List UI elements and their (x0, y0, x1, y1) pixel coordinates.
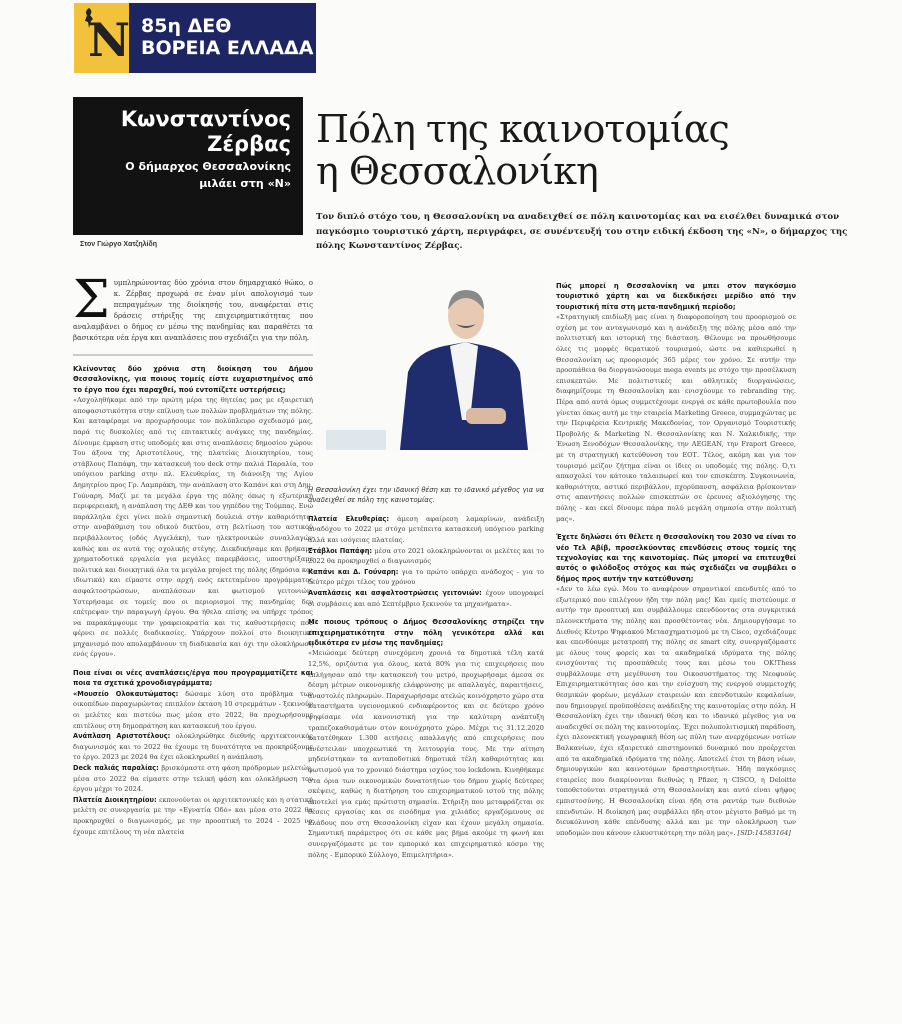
interviewee-box (73, 97, 303, 235)
headline-line2: η Θεσσαλονίκη (316, 149, 598, 193)
section-title-line2: ΒΟΡΕΙΑ ΕΛΛΑΔΑ (141, 37, 314, 59)
mayor-photo (316, 280, 544, 450)
project-item: Καπάνι και Δ. Γούναρη: για το πρώτο υπάρχει ανάδοχος - για το δεύτερο μέχρι τέλος του χρόνου (308, 567, 544, 587)
section-title (129, 3, 316, 73)
column-2 (308, 485, 544, 860)
project-item: Ανάπλαση Αριστοτέλους: ολοκληρώθηκε διεθνής αρχιτεκτονικός διαγωνισμός και το 2022 θα έχουμε τη δυνατότητα να προκηρύξουμε το έργο. 2023 με 2024 θα έχει ολοκληρωθεί η ανάπλαση. (73, 732, 313, 762)
interviewee-role-2: μιλάει στη «Ν» (199, 177, 291, 190)
portrait-illustration (316, 280, 544, 450)
question-1: Κλείνοντας δύο χρόνια στη διοίκηση του Δήμου Θεσσαλονίκης, για ποιους τομείς είστε ευχαριστημένος από το έργο που έχει παραχθεί, πού εντοπίζετε υστερήσεις; (73, 365, 313, 394)
dropcap: Σ (73, 270, 110, 330)
project-item: Στάβλοι Παπάφη: μέσα στο 2021 ολοκληρώνονται οι μελέτες και το 2022 θα προκηρυχθεί ο διαγωνισμός (308, 546, 544, 566)
project-item: «Μουσείο Ολοκαυτώματος: δώσαμε λύση στο πρόβλημα των οικοπέδων παραχωρώντας επιπλέον έκταση 10 στρεμμάτων - ξεκινούν οι μελέτες και πιστεύω πως μέσα στο 2022, θα προχωρήσουμε επιτέλους στη δημοπράτηση και κατασκευή του έργου. (73, 689, 313, 730)
project-item: Πλατεία Διοικητηρίου: εκπονούνται οι αρχιτεκτονικές και η στατική μελέτη σε συνεργασία με την «Εγνατία Οδό» και μέσα στο 2022 θα προκηρυχθεί ο διαγωνισμός, με την προοπτική το 2024 - 2025 να έχουμε επιτέλους τη νέα πλατεία (73, 795, 313, 836)
interviewee-last-name: Ζέρβας (207, 132, 291, 156)
answer-1: «Ασχοληθήκαμε από την πρώτη μέρα της θητείας μας με εξαιρετική αποφασιστικότητα στην επίλυση των πολλών προβλημάτων της πόλης. Και καταφέραμε να προχωρήσουμε τον πολύπλευρο σχεδιασμό μας, παρά τις δυσκολίες από τις επιτακτικές ανάγκες της πανδημίας. Δίνουμε έμφαση στις υποδομές και στις αναπλάσεις δημοσίου χώρου: Του άξονα της Αριστοτέλους, της πλατείας Διοικητηρίου, τους στάβλους Παπάφη, την κατασκευή του deck στην παλιά Παραλία, του υπόγειου parking στην πλ. Ελευθερίας, τη διάνοιξη της Αγίου Δημητρίου προς Γρ. Λαμπράκη, την ανάπλαση στο Καπάνι και στη Δημ. Γούναρη. Μαζί με τα μεγάλα έργα της πόλης όπως η εξωτερική περιφερειακή, η ανάπλαση της ΔΕΘ και του γηπέδου της Τούμπας. Ενώ παράλληλα έχει γίνει πολύ σημαντική δουλειά στην καθαριότητα, στην αναβάθμιση του οδικού δικτύου, στη βελτίωση του αστικού περιβάλλοντος (οδός Αγγελάκη), των ηλεκτρονικών συναλλαγών καθώς και σε αυτά της σχολικής στέγης. Διεκδικήσαμε και βρήκαμε χρηματοδοτικά εργαλεία για μεγάλες παρεμβάσεις, υποστηρίξαμε πολιτικά και διοικητικά όλα τα μεγάλα project της πόλης (δημόσια και ιδιωτικά) και είμαστε στην αρχή ενός εκτεταμένου προγράμματος ασφαλτοστρώσεων, αναπλάσεων και φωτισμού γειτονιών. Υστερήσαμε σε τομείς που οι περιορισμοί της πανδημίας δεν επέτρεψαν την παραγωγή έργου. Θα ήθελα επίσης να υπήρχε τρόπος να παρακάμψουμε την γραφειοκρατία και τις καθυστερήσεις που φέρνει σε πολλές διαδικασίες. Υπάρχουν πολλοί στο διοικητικό μηχανισμό που απολαμβάνουν τη διαδικασία και όχι την ολοκλήρωση ενός έργου». (73, 396, 313, 659)
headline-line1: Πόλη της καινοτομίας (316, 107, 729, 151)
sid-code: [SID:14583164] (737, 828, 791, 837)
interviewee-role-1: Ο δήμαρχος Θεσσαλονίκης (125, 160, 291, 173)
article-deck: Τον διπλό στόχο του, η Θεσσαλονίκη να αναδειχθεί σε πόλη καινοτομίας και να εισέλθει δυναμικά στον παγκόσμιο τουριστικό χάρτη, περιγράφει, σε συνέντευξή του στην ειδική έκδοση της «Ν», ο δήμαρχος της πόλης Κωνσταντίνος Ζέρβας. (316, 212, 848, 251)
question-5: Έχετε δηλώσει ότι θέλετε η Θεσσαλονίκη του 2030 να είναι το νέο Τελ Αβίβ, προσελκύοντας επενδύσεις στους τομείς της τεχνολογίας και της καινοτομίας. Πώς μπορεί να επιτευχθεί αυτός ο φιλόδοξος στόχος και πώς σχεδιάζει να συμβάλει ο δήμος προς αυτήν την κατεύθυνση; (556, 533, 796, 583)
column-3 (556, 281, 796, 838)
newspaper-logo (74, 3, 129, 73)
intro-text: υμπληρώνοντας δύο χρόνια στον δημαρχιακό θώκο, ο κ. Ζέρβας προχωρά σε έναν μίνι απολογισμό των πεπραγμένων της διοίκησής του, αναφέρεται στις δράσεις στήριξης της επιχειρηματικότητας που αναλαμβάνει ο δήμος εν μέσω της πανδημίας και παραθέτει τα βασικότερα νέα έργα και αναπλάσεις που σχεδιάζει για την πόλη. (73, 279, 313, 342)
photo-caption: Η Θεσσαλονίκη έχει την ιδανική θέση και το ιδανικό μέγεθος για να αναδειχθεί σε πόλη της καινοτομίας. (308, 486, 544, 505)
answer-5: «Δεν το λέω εγώ. Μου το αναφέρουν σημαντικοί επενδυτές από το εξωτερικό που επιλέγουν ήδη την πόλη μας! Και εμείς πιστεύουμε σ αυτήν την προοπτική και συμβάλλουμε επενδύοντας στα συγκριτικά πλεονεκτήματα της πόλης και προσθέτοντας νέα. Δημιουργήσαμε το Διεθνές Κέντρο Ψηφιακού Μετασχηματισμού με τη Cisco, σχεδιάζουμε και επενδύουμε μετατροπή της πόλης σε smart city, συνεργαζόμαστε με όλους τους φορείς και τα ακαδημαϊκά ιδρύματα της πόλης ενισχύοντας τις προσπάθειές τους και μέσω του OK!Thess συμβάλλουμε στη μεγέθυνση του Οικοσυστήματος της Νεοφυούς Επιχειρηματικότητας όσο και την ενίσχυση της ενεργού συμμετοχής θεσμικών φορέων, μεγάλων εταιρειών και επενδυτικών κεφαλαίων, που δημιουργεί προϋποθέσεις ανάδειξης της καινοτομίας στην πόλη. Η Θεσσαλονίκη έχει την ιδανική θέση και το ιδανικό μέγεθος για να αναδειχθεί σε πόλη της καινοτομίας. Έχει πολυπολιτισμική παράδοση, έχει πλεονεκτική γεωγραφική θέση ως πύλη των ανερχόμενων νοτίων Βαλκανίων, έχει εξαιρετικό επιστημονικό δυναμικό που προέρχεται από τα ακαδημαϊκά ιδρύματα της πόλης. Αποτελεί έτσι τη βάση νέων, δημιουργικών και καινοτόμων δραστηριοτήτων. Ήδη παγκόσμιες εταιρείες που διακρίνονται διεθνώς η Pfizer, η CISCO, η Deloitte τοποθετούνται στρατηγικά στη Θεσσαλονίκη και αυτό είναι ψήφος εμπιστοσύνης. Η Θεσσαλονίκη είναι ήδη στα ραντάρ των διεθνών επενδυτών. Η διοίκησή μας συμβάλλει ήδη στον μέγιστο βαθμό με τη διευκόλυνση κάθε επένδυσης αλλά και με την ολοκλήρωση των υποδομών που κάνουν ελκυστικότερη την πόλη μας». [SID:14583164] (556, 585, 796, 837)
headline (316, 108, 729, 192)
byline: Στον Γιώργο Χατζηλίδη (80, 241, 157, 248)
question-4: Πώς μπορεί η Θεσσαλονίκη να μπει στον παγκόσμιο τουριστικό χάρτη και να διεκδικήσει μερίδιο από την τουριστική πίτα στη μετα-πανδημική περίοδο; (556, 282, 796, 311)
project-item: Αναπλάσεις και ασφαλτοστρώσεις γειτονιών: έχουν υπογραφεί οι συμβάσεις και από Σεπτέμβριο ξεκινούν τα μηχανήματα». (308, 588, 544, 608)
question-2: Ποια είναι οι νέες αναπλάσεις/έργα που προγραμματίζετε και ποια τα σχετικά χρονοδιαγράμματα; (73, 669, 313, 688)
logo-letter: N (88, 13, 131, 67)
interviewee-first-name: Κωνσταντίνος (120, 107, 291, 131)
section-title-line1: 85η ΔΕΘ (141, 15, 232, 37)
section-badge (74, 3, 316, 73)
answer-3: «Μειώσαμε δεύτερη συνεχόμενη χρονιά τα δημοτικά τέλη κατά 12,5%, οριζόντια για όλους, κατά 80% για τις επιχειρήσεις που επλήγησαν από την κατασκευή του μετρό, προχωρήσαμε άμεσα σε δέσμη μέτρων οικονομικής ελάφρυνσης με απαλλαγές, παραιτήσεις, αναστολές πληρωμών. Παραχωρήσαμε ατελώς κοινόχρηστο χώρο στα καταστήματα υγειονομικού ενδιαφέροντος και σε δεύτερο χρόνο ψηφίσαμε νέα κανονιστική για την καλύτερη ανάπτυξη τραπεζοκαθισμάτων στον κοινόχρηστο χώρο. Μέχρι τις 31.12.2020 κατατέθηκαν 1.300 αιτήσεις απαλλαγής από επιχειρήσεις που ανέστειλαν υποχρεωτικά τη λειτουργία τους. Με την αίτηση μηδενίστηκαν τα ανταποδοτικά δημοτικά τέλη καθαριότητας και φωτισμού για το χρονικό διάστημα ισχύος του lockdown. Κινηθήκαμε στα όρια των οικονομικών δυνατοτήτων του δήμου χωρίς δεύτερες σκέψεις, καθώς η διατήρηση του επιχειρηματικού ιστού της πόλης αποτελεί για εμάς πρώτιστη σημασία. Στήριξη που μεταφράζεται σε θέσεις εργασίας και σε εισόδημα για χιλιάδες εργαζόμενους σε κλάδους που στη Θεσσαλονίκη είχαν και έχουν μεγάλη σημασία. Σημαντική παράμετρος ότι σε κάθε μας βήμα ακούμε τη φωνή και συνεργαζόμαστε με τον εμπορικό και επιχειρηματικό κόσμο της πόλης - Εμπορικό Σύλλογο, Επιμελητήρια». (308, 649, 544, 859)
project-item: Deck παλιάς παραλίας: βρισκόμαστε στη φάση πρόδρομων μελετών, μέσα στο 2022 θα είμαστε στην τελική φάση και ολοκλήρωση του έργου μέχρι το 2024. (73, 764, 313, 794)
project-item: Πλατεία Ελευθερίας: άμεση αφαίρεση λαμαρίνων, ανάδειξη αναδόχου το 2022 με στόχο μετέπειτα κατασκευή υπόγειου parking αλλά και ισόγειας πλατείας. (308, 514, 544, 544)
question-3: Με ποιους τρόπους ο Δήμος Θεσσαλονίκης στηρίζει την επιχειρηματικότητα στην πόλη γενικότερα αλλά και ειδικότερα εν μέσω της πανδημίας; (308, 618, 544, 647)
divider (73, 354, 313, 356)
column-1 (73, 270, 313, 837)
answer-4: «Στρατηγική επιδίωξή μας είναι η διαφοροποίηση του προορισμού σε σχέση με τον ανταγωνισμό και η ανάδειξη της πόλης μέσα από την πολιτιστική και ιστορική της διάσταση. Θέλουμε να προωθήσουμε όλες τις μορφές θεματικού τουρισμού, ώστε να καθιερωθεί η Θεσσαλονίκη ως προορισμός 365 μέρες τον χρόνο. Σε αυτήν την προσπάθεια θα διοργανώσουμε mega events με στόχο την προσέλκυση επισκεπτών. Με πολιτιστικές και αθλητικές διοργανώσεις, διαφημίζουμε τη Θεσσαλονίκη και ενισχύουμε το rebranding της. Πέρα από αυτά όμως συμμετέχουμε ενεργά σε κάθε πρωτοβουλία που γίνεται όπως αυτή με την εταιρεία Marketing Greece, συμμαχώντας με την Περιφέρεια Κεντρικής Μακεδονίας, τον Οργανισμό Τουριστικής Προβολής & Marketing Ν. Θεσσαλονίκης και Ν. Χαλκιδικής, την Ένωση Ξενοδόχων Θεσσαλονίκης, την AEGEAN, την Fraport Greece, με τη στρατηγική κατεύθυνση του ΕΟΤ. Τέλος, ακόμη και για τον τουρισμό μείζον ζήτημα είναι οι ίδιες οι υποδομές της πόλης. Ό,τι απασχολεί τον κάτοικο ταλαιπωρεί και τον επισκέπτη. Συγκοινωνία, καθαριότητα, αστικό περιβάλλον, πχορύπανση, ασφάλεια βρίσκονταν στις απαντήσεις πολλών επισκεπτών σε έρευνες αξιολόγησης της πόλης - και εκεί δίνουμε πάρα πολύ μεγάλη σημασία στην πολιτική μας». (556, 313, 796, 523)
intro-paragraph (73, 270, 313, 344)
